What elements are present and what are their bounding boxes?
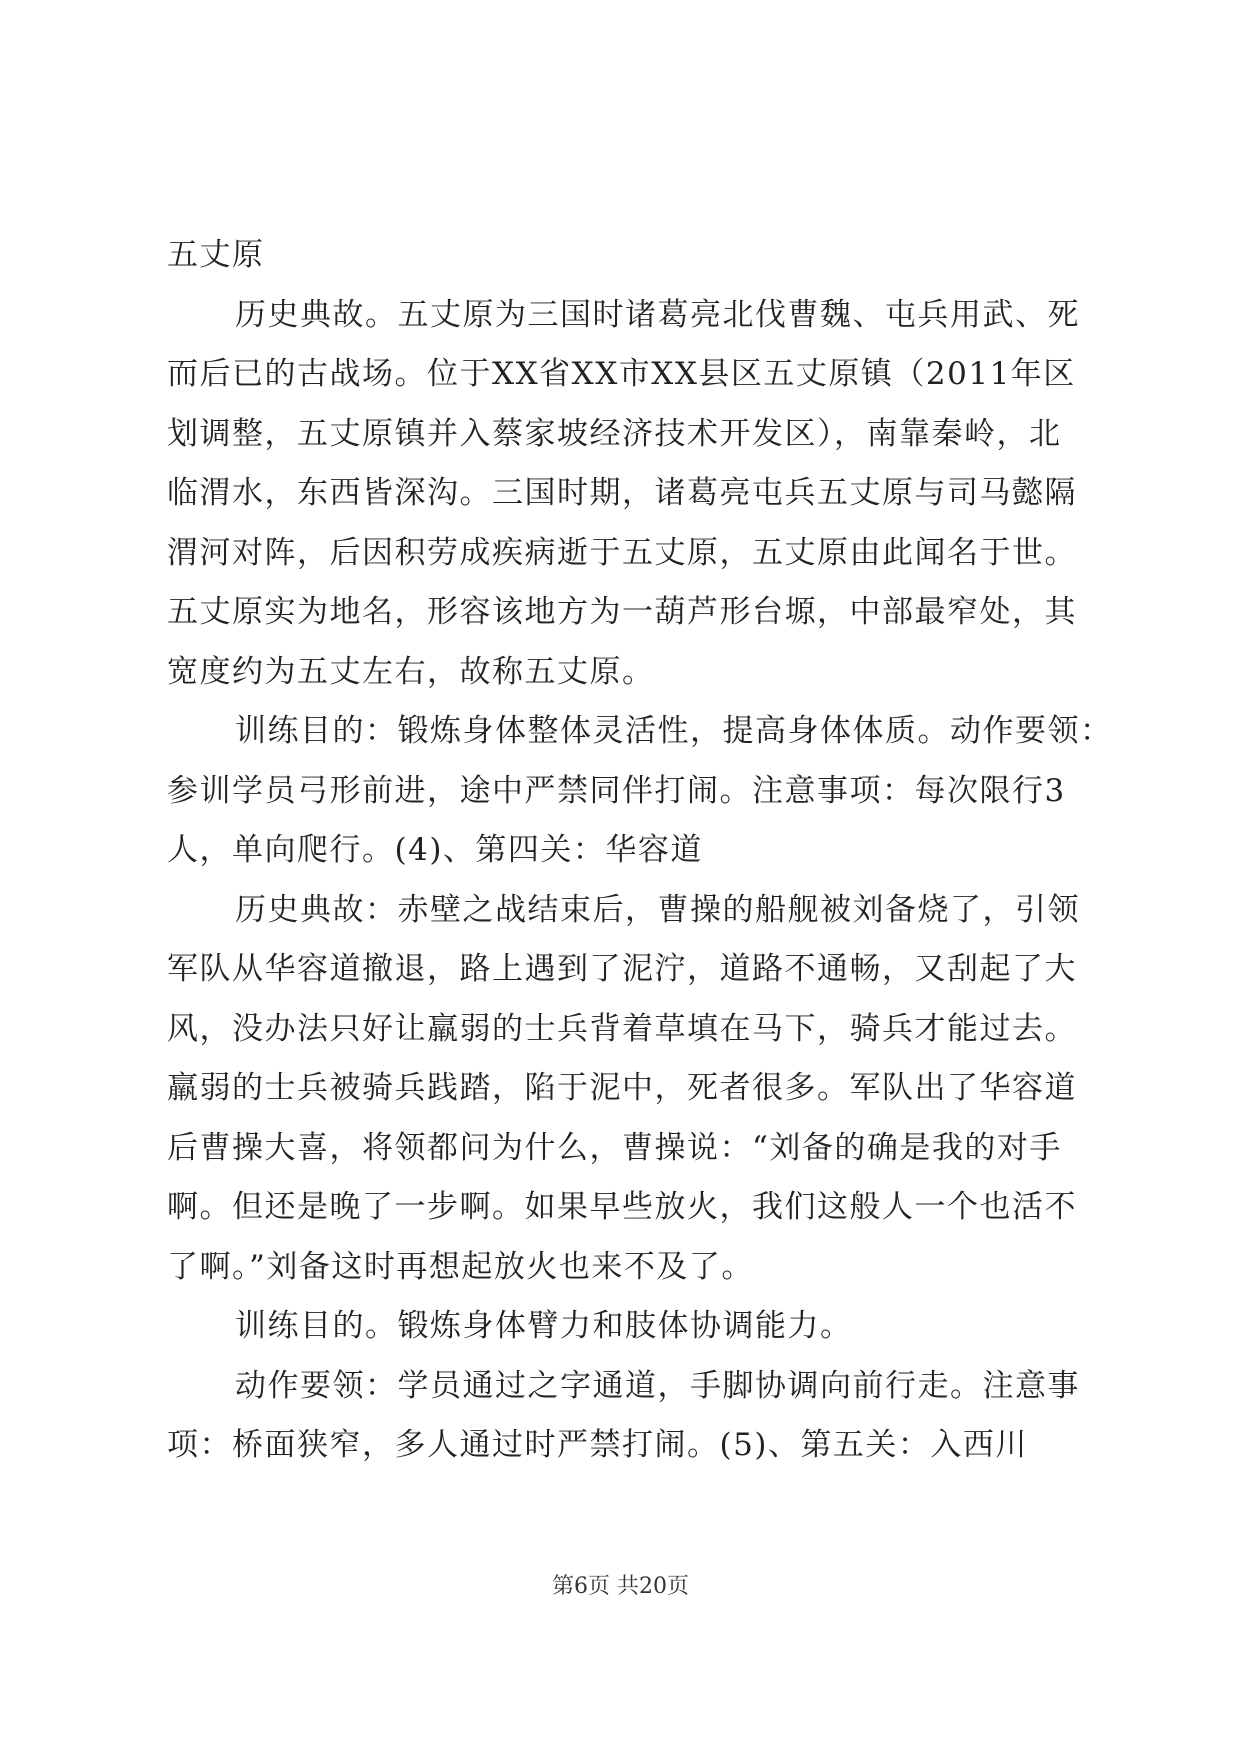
text-line: 动作要领：学员通过之字通道，手脚协调向前行走。注意事 [235,1367,1080,1404]
text-line: 啊。但还是晚了一步啊。如果早些放火，我们这般人一个也活不 [167,1189,1077,1225]
page-footer [0,1572,1241,1602]
text-line: 项：桥面狭窄，多人通过时严禁打闹。(5)、第五关：入西川 [167,1427,1028,1463]
text-line: 临渭水，东西皆深沟。三国时期，诸葛亮屯兵五丈原与司马懿隔 [167,475,1077,511]
text-line: 五丈原 [167,237,265,273]
text-line: 参训学员弓形前进，途中严禁同伴打闹。注意事项：每次限行3 [167,772,1066,809]
document-body [167,226,1113,1476]
text-line: 后曹操大喜，将领都问为什么，曹操说：“刘备的确是我的对手 [167,1129,1062,1166]
text-line: 训练目的。锻炼身体臂力和肢体协调能力。 [235,1308,853,1344]
text-line: 羸弱的士兵被骑兵践踏，陷于泥中，死者很多。军队出了华容道 [167,1070,1077,1106]
text-line: 了啊。”刘备这时再想起放火也来不及了。 [167,1248,754,1285]
text-line: 训练目的：锻炼身体整体灵活性，提高身体体质。动作要领： [235,713,1113,749]
text-line: 而后已的古战场。位于XX省XX市XX县区五丈原镇（2011年区 [167,356,1076,392]
page-number: 第6页 共20页 [552,1574,689,1599]
text-line: 军队从华容道撤退，路上遇到了泥泞，道路不通畅，又刮起了大 [167,951,1077,987]
text-line: 渭河对阵，后因积劳成疾病逝于五丈原，五丈原由此闻名于世。 [167,534,1077,571]
text-line: 五丈原实为地名，形容该地方为一葫芦形台塬，中部最窄处，其 [167,594,1077,630]
text-line: 人，单向爬行。(4)、第四关：华容道 [167,832,703,868]
text-line: 风，没办法只好让羸弱的士兵背着草填在马下，骑兵才能过去。 [167,1010,1077,1047]
text-line: 历史典故。五丈原为三国时诸葛亮北伐曹魏、屯兵用武、死 [235,296,1080,333]
text-line: 宽度约为五丈左右，故称五丈原。 [167,653,655,690]
text-line: 划调整，五丈原镇并入蔡家坡经济技术开发区），南靠秦岭，北 [167,415,1062,452]
text-line: 历史典故：赤壁之战结束后，曹操的船舰被刘备烧了，引领 [235,891,1080,928]
